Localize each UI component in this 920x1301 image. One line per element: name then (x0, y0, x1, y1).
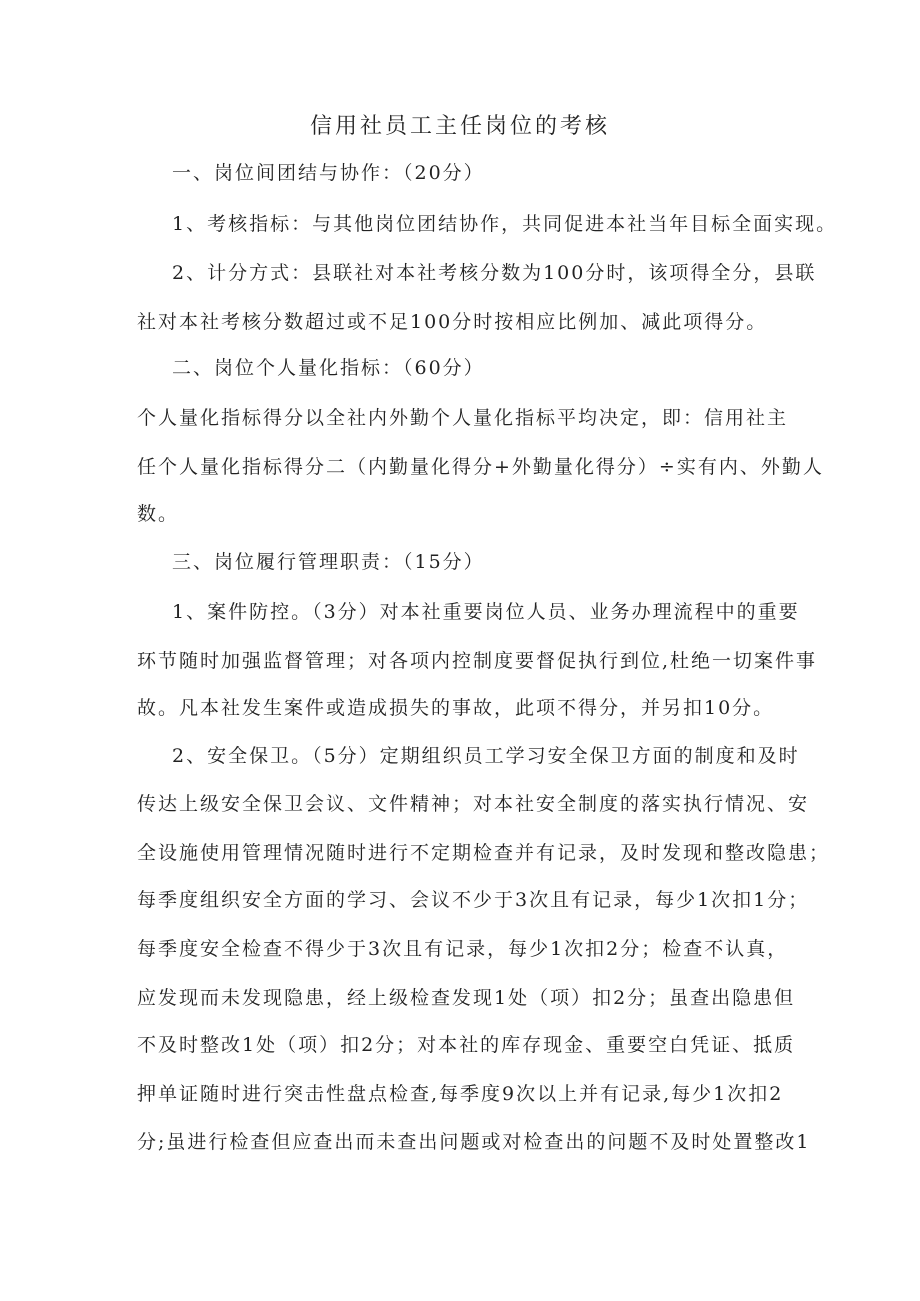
section-heading-1: 一、岗位间团结与协作：（20分） (172, 162, 485, 184)
paragraph-line: 分;虽进行检查但应查出而未查出问题或对检查出的问题不及时处置整改1 (137, 1131, 811, 1153)
section-heading-3: 三、岗位履行管理职责：（15分） (172, 551, 485, 573)
paragraph-line: 1、案件防控。（3分）对本社重要岗位人员、业务办理流程中的重要 (172, 601, 800, 623)
paragraph-line: 全设施使用管理情况随时进行不定期检查并有记录，及时发现和整改隐患； (137, 842, 831, 864)
section-heading-2: 二、岗位个人量化指标：（60分） (172, 357, 485, 379)
paragraph-line: 2、安全保卫。（5分）定期组织员工学习安全保卫方面的制度和及时 (172, 745, 800, 767)
paragraph-line: 环节随时加强监督管理；对各项内控制度要督促执行到位,杜绝一切案件事 (137, 650, 818, 672)
paragraph-line: 每季度安全检查不得少于3次且有记录，每少1次扣2分；检查不认真， (137, 938, 789, 960)
paragraph-line: 应发现而未发现隐患，经上级检查发现1处（项）扣2分；虽查出隐患但 (137, 987, 796, 1009)
paragraph-line: 每季度组织安全方面的学习、会议不少于3次且有记录，每少1次扣1分； (137, 889, 810, 911)
paragraph-line: 个人量化指标得分以全社内外勤个人量化指标平均决定，即：信用社主 (137, 407, 789, 429)
paragraph-line: 2、计分方式：县联社对本社考核分数为100分时，该项得全分，县联 (172, 262, 817, 284)
paragraph-line: 押单证随时进行突击性盘点检查,每季度9次以上并有记录,每少1次扣2 (137, 1083, 784, 1105)
paragraph-line: 数。 (137, 503, 180, 525)
paragraph-line: 不及时整改1处（项）扣2分；对本社的库存现金、重要空白凭证、抵质 (137, 1034, 796, 1056)
document-title: 信用社员工主任岗位的考核 (309, 114, 610, 139)
paragraph-line: 任个人量化指标得分二（内勤量化得分+外勤量化得分）÷实有内、外勤人 (137, 456, 824, 478)
paragraph-line: 传达上级安全保卫会议、文件精神；对本社安全制度的落实执行情况、安 (137, 793, 810, 815)
paragraph-line: 社对本社考核分数超过或不足100分时按相应比例加、减此项得分。 (137, 311, 768, 333)
paragraph-line: 1、考核指标：与其他岗位团结协作，共同促进本社当年目标全面实现。 (172, 213, 838, 235)
paragraph-line: 故。凡本社发生案件或造成损失的事故，此项不得分，并另扣10分。 (137, 697, 775, 719)
